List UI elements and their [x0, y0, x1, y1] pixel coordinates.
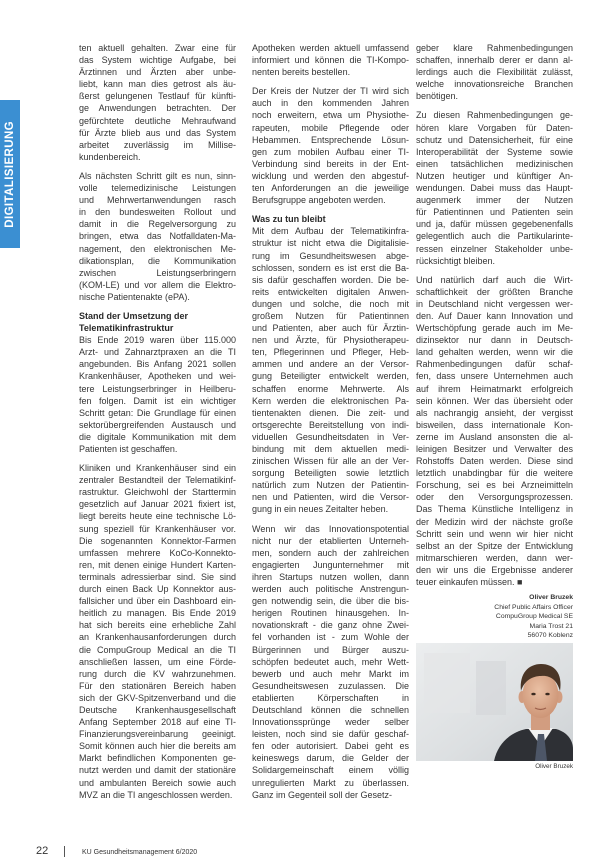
text-line: Deutsche Krankenhausgesellschaft	[79, 704, 236, 715]
section-heading	[252, 213, 409, 225]
text-line: schöpfen bedeutet auch, mehr Wett-	[252, 656, 409, 667]
text-line: rastruktur. Gleichwohl der Starttermin	[79, 487, 236, 498]
paragraph	[79, 170, 236, 303]
text-line: etablierten Körperschaften in	[252, 692, 409, 703]
text-line: nische Patientenakte (ePA).	[79, 291, 190, 302]
text-line: Nutzen heutiger und künftiger An-	[416, 170, 573, 181]
text-line: den wir uns die Ergebnisse anderer	[416, 564, 573, 575]
text-line: land gehalten werden, wenn wir die	[416, 347, 573, 358]
text-line: Apotheken werden aktuell umfassend	[252, 43, 409, 53]
author-city: 56070 Koblenz	[527, 632, 573, 640]
text-line: Anfang September 2018 auf eine TI-	[79, 717, 236, 728]
text-line: damit in die Regelversorgung zu	[79, 219, 236, 230]
paragraph	[252, 42, 409, 78]
text-line: teuer einkaufen müssen. ■	[416, 577, 523, 588]
text-line: bewerb und auch mehr Markt im	[252, 668, 409, 679]
text-line: Wertschöpfung gerade auch im Me-	[416, 323, 573, 334]
text-line: volle telemedizinische Leistungen	[79, 183, 236, 194]
text-line: Hebammen. Entsprechende Lösun-	[252, 134, 409, 145]
text-line: schutz und Datensicherheit, für eine	[416, 134, 573, 145]
text-line: MVZ an die TI angeschlossen werden.	[79, 789, 233, 800]
text-line: zerne im Ausland ansonsten die al-	[416, 431, 573, 442]
text-line: das System wichtige Aufgabe, bei	[79, 55, 236, 66]
text-line: dungen und solche, die noch mit	[252, 298, 409, 309]
text-line: und Mehrwertanwendungen rasch	[79, 195, 236, 206]
paragraph	[79, 42, 236, 163]
text-line: Das Thema Künstliche Intelligenz in	[416, 504, 573, 515]
text-line: auf ihrem Heimatmarkt erfolgreich	[416, 383, 573, 394]
text-line: der Medizin wird der nächste große	[416, 516, 573, 527]
text-line: zentraler Bestandteil der Telematikinf-	[79, 475, 236, 486]
text-line: Der Kreis der Nutzer der TI wird sich	[252, 86, 409, 97]
text-line: Für den stationären Bereich haben	[79, 680, 236, 691]
author-company: CompuGroup Medical SE	[495, 613, 573, 621]
paragraph	[79, 334, 236, 455]
text-line: unregulierten Markt zu überlassen.	[252, 777, 409, 788]
heading-line: Was zu tun bleibt	[252, 214, 326, 225]
text-line: durch einen Back Up Konnektor aus-	[79, 584, 236, 595]
text-line: Schritt sein und wenn wir hier nicht	[416, 528, 573, 539]
text-line: bisweilen, dass internationale Kon-	[416, 419, 573, 430]
text-line: und Patienten, aber auch für Ärztin-	[252, 323, 409, 334]
text-line: rücksichtigt bleiben.	[416, 255, 496, 266]
text-line: engagierten Jungunternehmer mit	[252, 559, 409, 570]
text-line: Arzt- und Zahnarztpraxen an die TI	[79, 347, 236, 358]
text-line: Die sogenannten Konnektor-Farmen	[79, 535, 236, 546]
text-line: zwischen Leistungserbringern	[79, 267, 236, 278]
text-line: struktur ist nicht etwa die Digitalisie-	[252, 238, 409, 249]
paragraph	[252, 225, 409, 515]
author-street: Maria Trost 21	[529, 622, 573, 630]
text-line: Bürgerinnen und Bürger auszu-	[252, 644, 409, 655]
text-line: ten aktuell gehalten. Zwar eine für	[79, 43, 236, 53]
text-line: heitlich zu managen. Bis Ende 2019	[79, 608, 236, 619]
text-line: sis dafür geschaffen worden. Die be-	[252, 274, 409, 285]
text-line: gung in ein neues Zeitalter heben.	[252, 504, 389, 515]
text-line: Innovationssprünge weder selber	[252, 717, 409, 728]
author-name: Oliver Bruzek	[529, 594, 573, 601]
text-line: herigen Routinen hinausgehen. In-	[252, 608, 409, 619]
author-title: Chief Public Affairs Officer	[494, 603, 573, 611]
text-line: großem Nutzen für Patientinnen	[252, 310, 409, 321]
text-line: als nachrangig ansieht, der vergisst	[416, 407, 573, 418]
text-line: ten Anforderungen an die jeweilige	[252, 183, 409, 194]
text-line: Solidargemeinschaft einem völlig	[252, 765, 409, 776]
text-line: rapeuten, mobile Pflegende oder	[252, 122, 409, 133]
text-line: gefürchtete deutliche Mehraufwand	[79, 115, 236, 126]
text-line: fallsicher und über ein Dashboard ein-	[79, 596, 236, 607]
text-line: men, sondern auch der zahlreichen	[252, 547, 409, 558]
text-line: nagement, den elektronischen Me-	[79, 243, 236, 254]
text-line: und ambulanten Bereich sowie auch	[79, 777, 236, 788]
text-line: arbeitet zuverlässig im Millise-	[79, 139, 236, 150]
text-line: anschließen lassen, um eine Förde-	[79, 656, 236, 667]
paragraph	[416, 274, 573, 588]
text-line: geber klare Rahmenbedingungen	[416, 43, 573, 53]
text-line: viduellen Gesundheitsdaten in Ver-	[252, 431, 409, 442]
text-line: Mit dem Aufbau der Telematikinfra-	[252, 226, 409, 237]
paragraph	[252, 85, 409, 206]
heading-line: Stand der Umsetzung der	[79, 310, 189, 321]
text-line: Und natürlich darf auch die Wirt-	[416, 274, 573, 285]
text-line: ren, mit denen einige Hundert Karten-	[79, 559, 236, 570]
text-line: auch in den kommenden Jahren	[252, 98, 409, 109]
text-line: umfassen mehrere KoCo-Konnekto-	[79, 547, 236, 558]
author-photo	[416, 643, 573, 761]
text-line: ihren Startups nutzen wollen, dann	[252, 571, 409, 582]
text-line: wendungen. Dabei muss das Haupt-	[416, 183, 573, 194]
text-line: dikationsplan, die Kommunikation	[79, 255, 236, 266]
text-line: bringen, etwa das Notfalldaten-Ma-	[79, 231, 236, 242]
section-tab-label: DIGITALISIERUNG	[4, 120, 16, 228]
text-line: Gesundheitswesen zuzulassen. Die	[252, 680, 409, 691]
text-line: Deutschland können die schnellen	[252, 704, 409, 715]
text-line: an Krankenhausanforderungen durch	[79, 632, 236, 643]
text-line: Berufsgruppe angeboten werden.	[252, 195, 386, 206]
text-line: nutzt werden und damit der stationäre	[79, 765, 236, 776]
text-line: fen oder autorisiert. Dabei geht es	[252, 741, 409, 752]
text-line: benötigen.	[416, 91, 459, 102]
text-line: tere Leistungserbringer in Heilberu-	[79, 383, 236, 394]
author-portrait	[416, 643, 573, 761]
text-line: nen und Ärzte, für Physiotherapeu-	[252, 335, 409, 346]
text-line: sorgung Beteiligten sowie letztlich	[252, 468, 409, 479]
paragraph	[416, 42, 573, 102]
text-line: Ärztinnen und Ärzten aber unbe-	[79, 67, 236, 78]
text-line: leisten, noch sind sie dafür geschaf-	[252, 729, 409, 740]
publication-name: KU Gesundheitsmanagement 6/2020	[82, 849, 198, 856]
text-line: hören klare Vorgaben für Daten-	[416, 122, 573, 133]
article-column-2	[252, 42, 409, 801]
text-line: Kliniken und Krankenhäuser sind ein	[79, 463, 236, 474]
heading-line: Telematikinfrastruktur	[79, 323, 174, 334]
text-line: welche innovationsreiche Branchen	[416, 79, 573, 90]
text-line: Interoperabilität der Systeme sowie	[416, 146, 573, 157]
text-line: einen tatsächlichen medizinischen	[416, 158, 573, 169]
section-heading	[79, 310, 236, 334]
text-line: hat sich bereits eine erhebliche Zahl	[79, 620, 236, 631]
text-line: nicht nur der etablierten Unterneh-	[252, 535, 409, 546]
text-line: Krankenhäuser, Apotheken und wei-	[79, 371, 236, 382]
page-number: 22	[36, 845, 49, 857]
text-line: letztlich unabdingbar für die weitere	[416, 468, 573, 479]
text-line: fen folgen. Damit ist ein wichtiger	[79, 395, 236, 406]
text-line: für Ärzte blieb aus und das System	[79, 127, 236, 138]
text-line: nen und Patienten, wird die Versor-	[252, 492, 409, 503]
text-line: Zu diesen Rahmenbedingungen ge-	[416, 110, 573, 121]
text-line: ressen einzelner Stakeholder unbe-	[416, 243, 573, 254]
text-line: leinigen Besitzer und Verwalter des	[416, 444, 573, 454]
text-line: sein können. Wer das übersieht oder	[416, 395, 573, 406]
text-line: Rahmenbedingungen dafür schaf-	[416, 359, 573, 370]
text-line: Somit können auch hier die bereits am	[79, 741, 236, 752]
text-line: Finanzierungsvereinbarung geeinigt.	[79, 729, 236, 740]
text-line: keineswegs darum, die Gelder der	[252, 753, 409, 764]
text-line: ammen und andere an der Versor-	[252, 359, 409, 370]
text-line: lerdings auch die Flexibilität zulässt,	[416, 67, 573, 78]
text-line: mitmarschieren werden, dann wer-	[416, 552, 573, 563]
text-line: Bis Ende 2019 waren über 115.000	[79, 335, 236, 346]
photo-caption: Oliver Bruzek	[535, 763, 573, 770]
text-line: selbst an der Spitze der Entwicklung	[416, 540, 573, 551]
text-line: fen, dass unsere Unternehmen auch	[416, 371, 573, 382]
text-line: liegt bereits heute eine technische Lö-	[79, 511, 236, 522]
text-line: zinischen Wissen für alle an der Ver-	[252, 456, 409, 467]
paragraph	[79, 462, 236, 801]
text-line: gelegentlich auch die Partikularinte-	[416, 231, 573, 242]
text-line: reits entwickelten digitalen Anwen-	[252, 286, 409, 297]
text-line: Markt befindlichen Komponenten ge-	[79, 753, 236, 764]
text-line: Forschung, sei es bei Arzneimitteln	[416, 480, 573, 491]
text-line: gung Beteiligter entwickelt werden,	[252, 371, 409, 382]
text-line: schaffen, innerhalb derer er dann al-	[416, 55, 573, 66]
text-line: augenmerk immer der Nutzen	[416, 195, 573, 206]
text-line: rung durch die KV wahrzunehmen.	[79, 668, 236, 679]
text-line: angebunden. Bis Anfang 2021 sollen	[79, 359, 236, 370]
text-line: informiert und können die TI-Kompo-	[252, 55, 409, 66]
text-line: Schritt getan: Die Grundlage für einen	[79, 407, 236, 418]
text-line: für Patientinnen und Patienten sein	[416, 207, 573, 218]
text-line: ge Anwendungen betrachten. Der	[79, 103, 236, 114]
footer-separator	[64, 846, 65, 857]
section-tab	[0, 100, 20, 248]
text-line: kundenbereich.	[79, 151, 141, 162]
text-line: wicklung und werden den abgestuf-	[252, 170, 409, 181]
text-line: novationskraft - die ganz ohne Zwei-	[252, 620, 409, 631]
text-line: schlossen, sondern es ist erst die Ba-	[252, 262, 409, 273]
text-line: die CompuGroup Medical an die TI	[79, 644, 236, 655]
text-line: liebt, kann man dies getrost als äu-	[79, 79, 236, 90]
text-line: in Deutschland nicht vergessen wer-	[416, 298, 573, 309]
article-column-3	[416, 42, 573, 588]
text-line: terminals adressierbar sind. Sie sind	[79, 571, 236, 582]
text-line: gen notwendig sein, die über die bis-	[252, 596, 409, 607]
text-line: fel vorhanden ist - zum Wohle der	[252, 632, 409, 643]
text-line: in den bundesweiten Rollout und	[79, 207, 236, 218]
text-line: Wenn wir das Innovationspotential	[252, 523, 409, 534]
text-line: Ganz im Gegenteil soll der Gesetz-	[252, 789, 393, 800]
text-line: Rohstoffs Daten werden. Diese sind	[416, 456, 573, 467]
text-line: natürlich zum Nutzen der Patientin-	[252, 480, 409, 491]
text-line: (KOM-LE) und vor allem die Elektro-	[79, 279, 236, 290]
text-line: nenten bereits bestellen.	[252, 67, 351, 78]
text-line: sung speziell für Krankenhäuser vor.	[79, 523, 236, 534]
text-line: gesetzlich auf Januar 2021 fixiert ist,	[79, 499, 236, 510]
text-line: noch erweitern, etwa um Physiothe-	[252, 110, 409, 121]
text-line: oder den Versorgungsprozessen.	[416, 492, 573, 503]
text-line: und ja, dafür müssen gegebenenfalls	[416, 219, 573, 230]
text-line: ten, Pflegerinnen und Pfleger, Heb-	[252, 347, 409, 358]
text-line: tientenakten dienen. Die zeit- und	[252, 407, 409, 418]
text-line: Kern werden die elektronischen Pa-	[252, 395, 409, 406]
text-line: rung im Gesundheitswesen abge-	[252, 250, 409, 261]
text-line: schaffen enorme Mehrwerte. Als	[252, 383, 409, 394]
text-line: Patienten ist geschaffen.	[79, 444, 178, 454]
text-line: schaftlichkeit der größten Branche	[416, 286, 573, 297]
paragraph	[252, 523, 409, 801]
paragraph	[416, 109, 573, 266]
text-line: Verbindung sind bereits in der Ent-	[252, 158, 409, 169]
text-line: sich der GKV-Spitzenverband und die	[79, 692, 236, 703]
text-line: den. Auf Dauer kann Innovation und	[416, 310, 573, 321]
text-line: gen zum mobilen Aufbau einer TI-	[252, 146, 409, 157]
text-line: dizinsektor nur dann in Deutsch-	[416, 335, 573, 346]
author-info	[416, 593, 573, 641]
article-column-1	[79, 42, 236, 801]
text-line: die digitale Kommunikation mit dem	[79, 431, 236, 442]
text-line: Als nächsten Schritt gilt es nun, sinn-	[79, 170, 236, 181]
text-line: bindung mit dem aktuellen medi-	[252, 444, 409, 454]
text-line: ortsgerechte Bereitstellung von indi-	[252, 419, 409, 430]
text-line: sektorübergreifenden Austausch und	[79, 419, 236, 430]
text-line: werden auch politische Anstrengun-	[252, 584, 409, 595]
text-line: ßerst gelungenen Testlauf für künfti-	[79, 91, 236, 102]
